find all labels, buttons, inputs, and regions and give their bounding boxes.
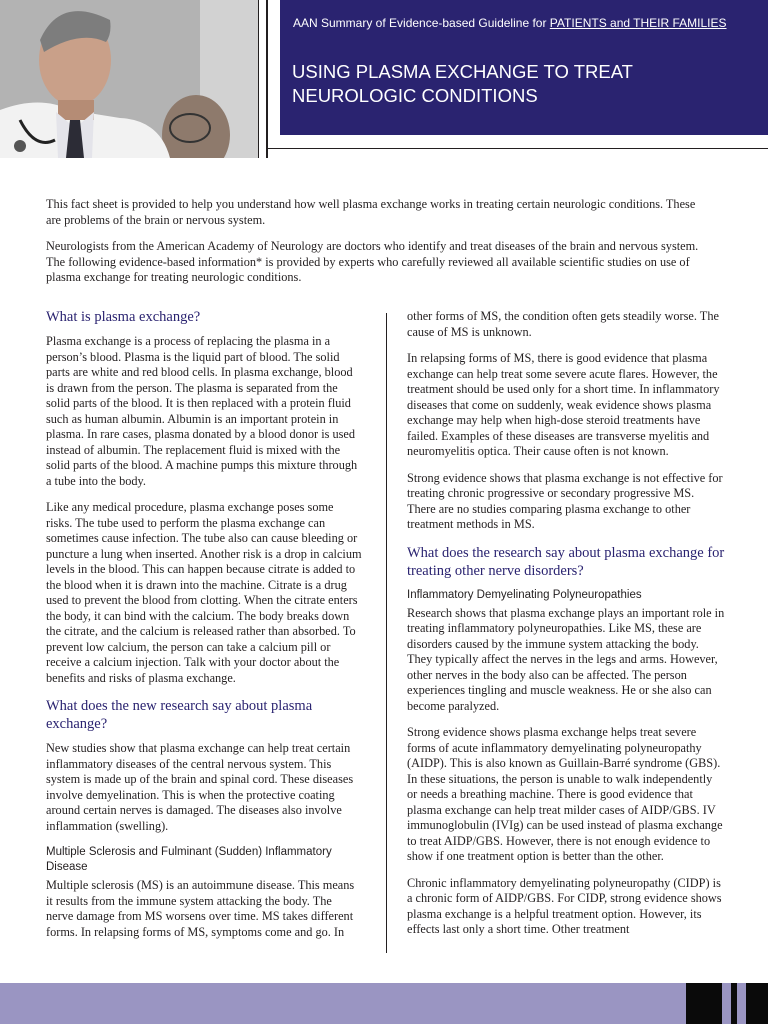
right-column bbox=[407, 309, 725, 949]
footer-band bbox=[0, 983, 768, 1024]
header-vertical-rule-right bbox=[266, 0, 268, 158]
header-subtitle-prefix: AAN Summary of Evidence-based Guideline for bbox=[293, 16, 550, 30]
section-heading: What does the new research say about plasma exchange? bbox=[46, 698, 313, 732]
body-paragraph: Strong evidence shows that plasma exchange is not effective for treating chronic progressive or secondary progressive MS. There are no studies comparing plasma exchange to other treatment methods in MS. bbox=[407, 470, 723, 531]
footer-dark-block bbox=[746, 983, 768, 1024]
subsection-heading: Multiple Sclerosis and Fulminant (Sudden) Inflammatory Disease bbox=[46, 846, 332, 873]
header-photo-doctor bbox=[0, 0, 258, 158]
doctor-illustration bbox=[0, 0, 258, 158]
body-paragraph: Chronic inflammatory demyelinating polyneuropathy (CIDP) is a chronic form of AIDP/GBS. For CIDP, strong evidence shows plasma exchange is a helpful treatment option. However, its effects last only a short time. Other treatment bbox=[407, 875, 722, 936]
body-paragraph: New studies show that plasma exchange can help treat certain inflammatory diseases of the central nervous system. This system is made up of the brain and spinal cord. These diseases involve demyelination. This is when the protective coating around certain nerves is damaged. The diseases also involve inflammation (swelling). bbox=[46, 741, 354, 833]
header-banner bbox=[280, 0, 768, 135]
left-column bbox=[46, 308, 362, 951]
body-paragraph: In relapsing forms of MS, there is good evidence that plasma exchange can help treat some severe acute flares. However, the treatment should be used only for a short time. In inflammatory diseases that come on suddenly, weak evidence shows plasma exchange may help when high-dose steroid treatments have failed. Examples of these diseases are transverse myelitis and neuromyelitis optica. Their cause often is not known. bbox=[407, 351, 720, 458]
section-heading: What is plasma exchange? bbox=[46, 309, 201, 325]
header-subtitle-audience: PATIENTS and THEIR FAMILIES bbox=[549, 16, 727, 30]
body-paragraph: Like any medical procedure, plasma exchange poses some risks. The tube used to perform the plasma exchange can sometimes cause infection. The tube also can cause bleeding or puncture a lung when inserted. Another risk is a drop in calcium levels in the blood. This can happen because citrate is added to the blood when it is drawn into the machine. Citrate is a drug used to prevent the blood from clotting. When the citrate enters the body, it can bind with the calcium. The body breaks down the citrate, and the calcium is released rather than absorbed. To prevent low calcium, the person can take a calcium pill or receive a calcium injection. Talk with your doctor about the benefits and risks of plasma exchange. bbox=[46, 500, 362, 685]
subsection-heading: Inflammatory Demyelinating Polyneuropathies bbox=[407, 588, 642, 601]
body-paragraph: Strong evidence shows plasma exchange helps treat severe forms of acute inflammatory demyelinating polyneuropathy (AIDP). This is also known as Guillain-Barré syndrome (GBS). In these situations, the person is unable to walk independently or needs a breathing machine. There is good evidence that plasma exchange can help treat milder cases of AIDP/GBS. IV immunoglobulin (IVIg) can be used instead of plasma exchange to treat AIDP/GBS. However, there is not enough evidence to show if one treatment option is better than the other. bbox=[407, 725, 723, 863]
page-title: USING PLASMA EXCHANGE TO TREAT NEUROLOGIC CONDITIONS bbox=[292, 61, 633, 106]
footer-dark-block bbox=[686, 983, 722, 1024]
intro-paragraph: This fact sheet is provided to help you understand how well plasma exchange works in treating certain neurologic conditions. These are problems of the brain or nervous system. bbox=[46, 197, 696, 227]
intro-section bbox=[46, 197, 706, 297]
body-paragraph: other forms of MS, the condition often gets steadily worse. The cause of MS is unknown. bbox=[407, 309, 719, 339]
header-subtitle bbox=[293, 16, 727, 30]
body-paragraph: Multiple sclerosis (MS) is an autoimmune disease. This means it results from the immune system attacking the body. The nerve damage from MS worsens over time. MS takes different forms. In relapsing forms of MS, symptoms come and go. In bbox=[46, 878, 355, 939]
section-heading: What does the research say about plasma exchange for treating other nerve disorders? bbox=[407, 544, 725, 579]
intro-paragraph: Neurologists from the American Academy of Neurology are doctors who identify and treat diseases of the brain and nervous system. The following evidence-based information* is provided by experts who carefully reviewed all available scientific studies on use of plasma exchange for treating neurologic conditions. bbox=[46, 239, 699, 284]
footer-dark-stripe bbox=[731, 983, 737, 1024]
header-vertical-rule-left bbox=[258, 0, 259, 158]
column-divider bbox=[386, 313, 387, 953]
body-paragraph: Research shows that plasma exchange plays an important role in treating inflammatory polyneuropathies. Like MS, these are disorders caused by the immune system attacking the body. They typically affect the nerves in the legs and arms. However, other nerves in the body also can be affected. The person experiences tingling and muscle weakness. He or she also can become paralyzed. bbox=[407, 605, 725, 713]
body-paragraph: Plasma exchange is a process of replacing the plasma in a person’s blood. Plasma is the liquid part of blood. The solid parts are white and red blood cells. In plasma exchange, blood is drawn from the person. The plasma is separated from the solid parts of the blood. It is then replaced with a protein fluid such as human albumin. Albumin is an important protein in plasma. In rare cases, plasma donated by a blood donor is used instead of albumin. The replacement fluid is mixed with the solid parts of the blood. A machine pumps this mixture through a tube into the body. bbox=[46, 334, 358, 488]
header-horizontal-rule bbox=[266, 148, 768, 149]
